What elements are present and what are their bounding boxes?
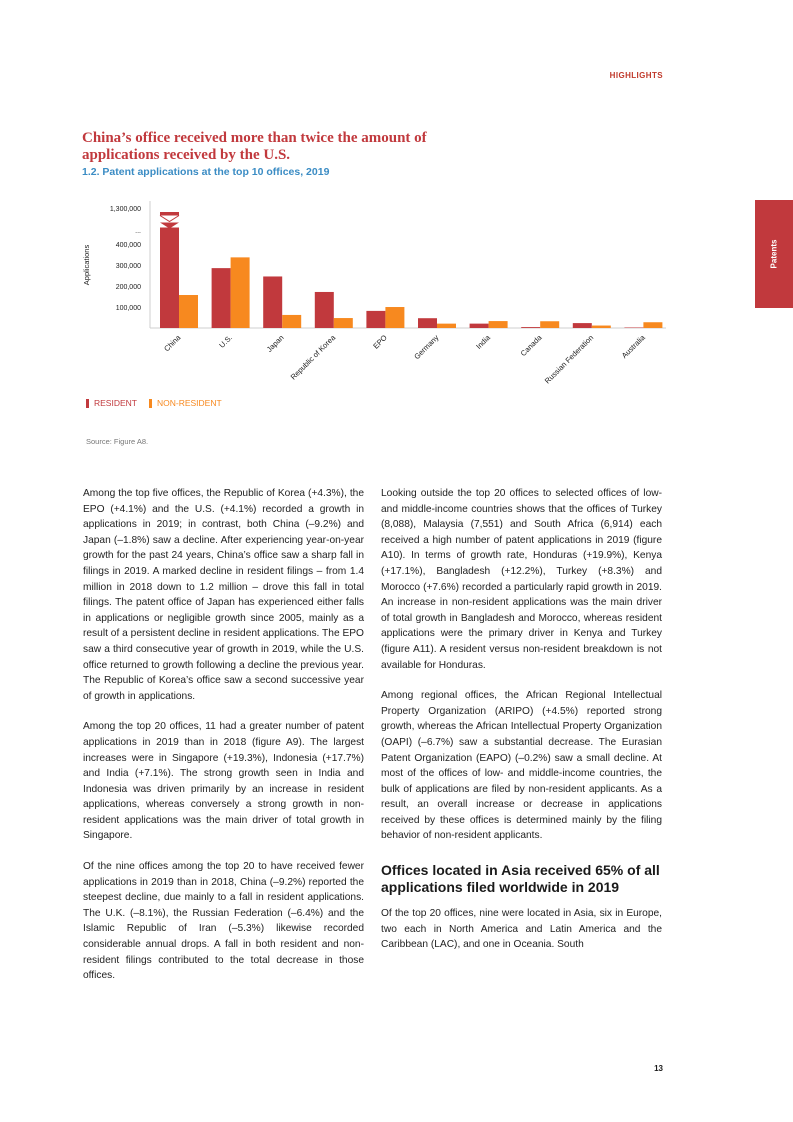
bar-non-resident	[643, 322, 662, 328]
y-tick-label: 300,000	[115, 263, 141, 270]
bar-non-resident	[385, 307, 404, 328]
y-axis-label: Applications	[82, 244, 91, 286]
x-tick-label: China	[162, 333, 183, 354]
y-tick-label: 400,000	[115, 242, 141, 249]
paragraph: Among the top 20 offices, 11 had a greater number of patent applications in 2019 than in 2018 (figure A9). The largest increases were in Singapore (+19.3%), Indonesia (+17.7%) and India (+7.1%). The strong growth seen in India and Indonesia was driven primarily by an increase in resident applications, whereas conversely a strong growth in non-resident applications was the main driver of total growth in Singapore.	[83, 721, 364, 842]
bar-non-resident	[489, 321, 508, 328]
bar-resident	[573, 323, 592, 328]
bar-resident	[263, 276, 282, 328]
x-tick-label: Germany	[412, 333, 441, 362]
bar-resident	[470, 324, 489, 328]
figure-headline: China’s office received more than twice the amount of applications received by the U.S.	[82, 130, 427, 163]
y-tick-label: 200,000	[115, 284, 141, 291]
section-label: HIGHLIGHTS	[609, 71, 663, 80]
chart-legend	[86, 398, 234, 408]
bar-resident	[212, 268, 231, 328]
paragraph: Of the nine offices among the top 20 to have received fewer applications in 2019 than in 2018, China (–9.2%) reported the steepest decline, due mainly to a fall in resident applications. The U.K. (–8.1%), the Russian Federation (–6.4%) and the Islamic Republic of Iran (–5.3%) likewise recorded considerable annual drops. A fall in both resident and non-resident filings contributed to the total decrease in those offices.	[83, 861, 364, 982]
y-tick-label: 100,000	[115, 305, 141, 312]
section-heading: Offices located in Asia received 65% of all applications filed worldwide in 2019	[381, 862, 660, 896]
bar-resident	[366, 311, 385, 328]
x-tick-label: India	[474, 333, 493, 351]
y-tick-label: 1,300,000	[109, 206, 141, 213]
x-tick-label: EPO	[371, 333, 389, 351]
paragraph: Among regional offices, the African Regional Intellectual Property Organization (ARIPO) (+4.5%) reported strong growth, whereas the African Intellectual Property Organization (OAPI) (–6.7%) saw a substantial decrease. The Eurasian Patent Organization (EAPO) (–0.2%) saw a small decline. At most of the offices of low- and middle-income countries, the bulk of applications are filed by non-resident applicants. As a result, an overall increase or decrease in applications received by these offices is determined mainly by the filing behavior of non-resident applicants.	[381, 690, 662, 842]
legend-swatch-resident	[86, 399, 89, 408]
bar-resident	[521, 327, 540, 328]
figure-source: Source: Figure A8.	[86, 437, 149, 446]
x-tick-label: Republic of Korea	[288, 333, 338, 382]
legend-label-resident: RESIDENT	[94, 398, 137, 408]
bar-resident	[160, 212, 179, 328]
body-column-left	[83, 486, 364, 999]
bar-non-resident	[282, 315, 301, 328]
bar-resident	[418, 318, 437, 328]
side-tab	[755, 200, 793, 308]
bar-resident	[315, 292, 334, 328]
bar-non-resident	[231, 257, 250, 328]
legend-item-resident	[86, 398, 137, 408]
side-tab-label: Patents	[769, 239, 779, 269]
body-column-right	[381, 486, 662, 968]
bar-non-resident	[592, 326, 611, 328]
bar-non-resident	[334, 318, 353, 328]
x-tick-label: Canada	[518, 333, 544, 358]
bar-chart	[78, 195, 668, 395]
paragraph: Among the top five offices, the Republic of Korea (+4.3%), the EPO (+4.1%) and the U.S. (+4.1%) recorded a growth in applications in 2019; in contrast, both China (–9.2%) and Japan (–1.8%) saw a decline. After experiencing year-on-year growth for the past 24 years, China’s office saw a sharp fall in filings in 2019. A marked decline in resident filings – from 1.4 million in 2018 down to 1.2 million – drove this fall in total filings. The patent office of Japan has experienced either falls in applications or negligible growth since 2005, mainly as a result of a persistent decline in resident applications. The EPO saw a third consecutive year of growth in 2019, while the U.S. office returned to growth following a decline the previous year. The Republic of Korea’s office saw a second successive year of growth in applications.	[83, 488, 364, 702]
page-number: 13	[654, 1064, 663, 1073]
x-tick-label: Russian Federation	[542, 333, 596, 386]
bar-non-resident	[540, 321, 559, 328]
legend-item-non-resident	[149, 398, 222, 408]
x-tick-label: U.S.	[217, 333, 235, 350]
figure-subtitle: 1.2. Patent applications at the top 10 offices, 2019	[82, 166, 330, 178]
legend-swatch-non-resident	[149, 399, 152, 408]
paragraph: Of the top 20 offices, nine were located in Asia, six in Europe, two each in North America and Latin America and the Caribbean (LAC), and one in Oceania. South	[381, 908, 662, 951]
paragraph: Looking outside the top 20 offices to selected offices of low- and middle-income countries shows that the offices of Turkey (8,088), Malaysia (7,551) and South Africa (6,914) each received a high number of patent applications in 2019 (figure A10). In terms of growth rate, Honduras (+19.9%), Kenya (+17.1%), Bangladesh (+12.2%), Turkey (+8.3%) and Morocco (+7.6%) recorded a particularly rapid growth in 2019. An increase in non-resident applications was the main driver of total growth in Bangladesh and Morocco, whereas resident applications were the primary driver in Kenya and Turkey (figure A11). A resident versus non-resident breakdown is not available for Honduras.	[381, 488, 662, 671]
bar-non-resident	[179, 295, 198, 328]
x-tick-label: Japan	[264, 333, 286, 354]
y-tick-label: ...	[135, 228, 141, 235]
x-tick-label: Australia	[619, 333, 647, 361]
bar-non-resident	[437, 324, 456, 328]
legend-label-non-resident: NON-RESIDENT	[156, 398, 222, 408]
